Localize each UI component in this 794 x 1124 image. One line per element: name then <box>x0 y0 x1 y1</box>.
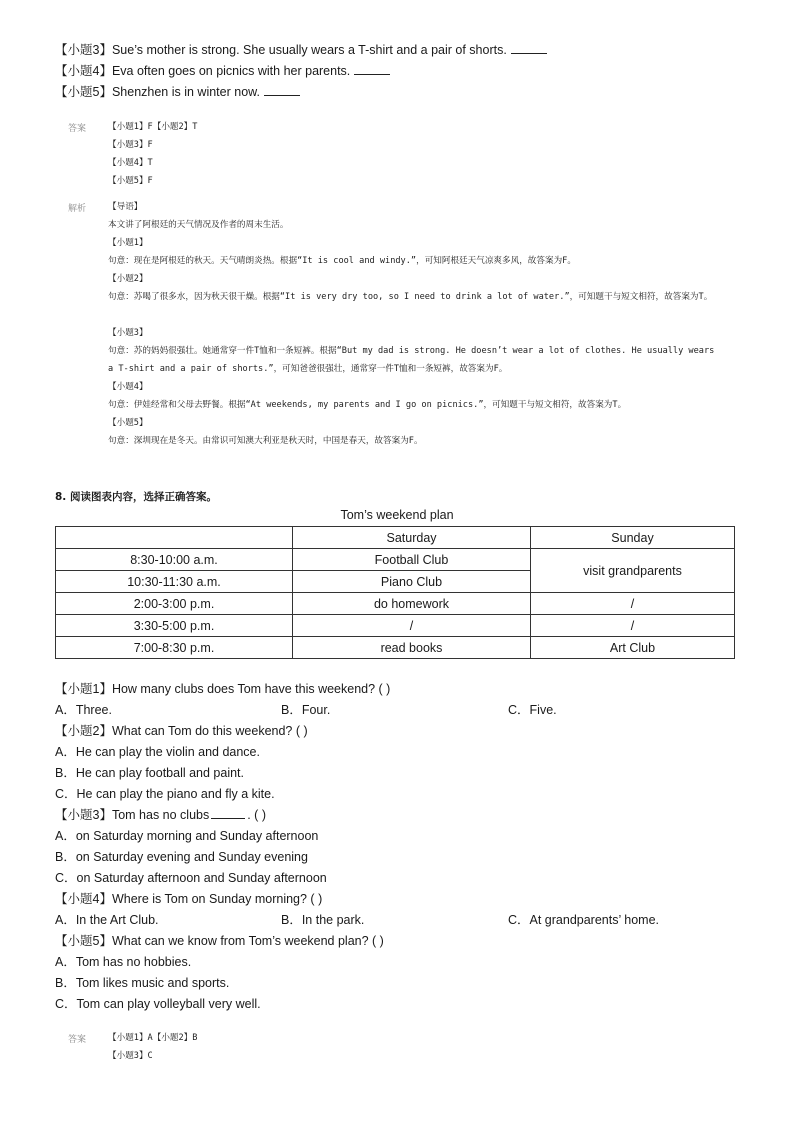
answer-blank <box>354 63 390 75</box>
question-3-stem-end: . ( ) <box>247 808 266 822</box>
table-row <box>56 615 735 637</box>
saturday-cell: / <box>293 615 531 637</box>
option-b[interactable]: B．on Saturday evening and Sunday evening <box>55 850 308 864</box>
analysis-line: 【小题2】 <box>108 274 148 284</box>
question-4-text: 【小题4】Eva often goes on picnics with her parents. <box>55 64 351 78</box>
option-a[interactable]: A．Tom has no hobbies. <box>55 955 192 969</box>
option-b[interactable]: B．In the park. <box>281 913 365 927</box>
answer-line: 【小题3】C <box>108 1051 153 1061</box>
option-c[interactable]: C．Tom can play volleyball very well. <box>55 997 261 1011</box>
header-cell <box>56 527 293 549</box>
option-c[interactable]: C．Five. <box>508 703 557 717</box>
mc-question-2: 【小题2】What can Tom do this weekend? ( ) <box>55 724 308 738</box>
analysis-line: 【导语】 <box>108 202 143 212</box>
saturday-cell: Piano Club <box>293 571 531 593</box>
sunday-cell: / <box>531 615 735 637</box>
analysis-line: 【小题5】 <box>108 418 148 428</box>
analysis-label: 解析 <box>68 204 87 214</box>
time-cell: 3:30-5:00 p.m. <box>56 615 293 637</box>
option-b[interactable]: B．Tom likes music and sports. <box>55 976 230 990</box>
mc-question-1: 【小题1】How many clubs does Tom have this weekend? ( ) <box>55 682 391 696</box>
sunday-cell: visit grandparents <box>531 549 735 593</box>
sunday-cell: Art Club <box>531 637 735 659</box>
time-cell: 7:00-8:30 p.m. <box>56 637 293 659</box>
answer-blank <box>264 84 300 96</box>
answer-line: 【小题4】T <box>108 158 153 168</box>
answer-line: 【小题5】F <box>108 176 153 186</box>
answer-blank <box>511 42 547 54</box>
saturday-cell: Football Club <box>293 549 531 571</box>
answer-line: 【小题3】F <box>108 140 153 150</box>
weekend-plan-table <box>55 526 735 659</box>
answer-line: 【小题1】A【小题2】B <box>108 1033 198 1043</box>
option-a[interactable]: A．In the Art Club. <box>55 913 159 927</box>
option-a[interactable]: A．He can play the violin and dance. <box>55 745 260 759</box>
option-b[interactable]: B．Four. <box>281 703 331 717</box>
option-b[interactable]: B．He can play football and paint. <box>55 766 245 780</box>
analysis-line: 本文讲了阿根廷的天气情况及作者的周末生活。 <box>108 220 289 230</box>
answer-line: 【小题1】F【小题2】T <box>108 122 198 132</box>
option-c[interactable]: C．He can play the piano and fly a kite. <box>55 787 275 801</box>
question-5 <box>55 84 300 100</box>
time-cell: 10:30-11:30 a.m. <box>56 571 293 593</box>
option-a[interactable]: A．on Saturday morning and Sunday afternoon <box>55 829 319 843</box>
mc-question-4: 【小题4】Where is Tom on Sunday morning? ( ) <box>55 892 323 906</box>
mc-question-5: 【小题5】What can we know from Tom’s weekend plan? ( ) <box>55 934 384 948</box>
option-a[interactable]: A．Three. <box>55 703 112 717</box>
table-title: Tom’s weekend plan <box>340 508 454 522</box>
question-5-text: 【小题5】Shenzhen is in winter now. <box>55 85 260 99</box>
option-c[interactable]: C．on Saturday afternoon and Sunday afternoon <box>55 871 327 885</box>
analysis-line: 句意：苏喝了很多水，因为秋天很干燥。根据“It is very dry too, so I need to drink a lot of water.”，可知题干与短文相符，故答案为T。 <box>108 292 713 302</box>
analysis-line: 【小题3】 <box>108 328 148 338</box>
answer-label: 答案 <box>68 1035 87 1045</box>
analysis-line: 【小题4】 <box>108 382 148 392</box>
header-cell: Sunday <box>531 527 735 549</box>
saturday-cell: read books <box>293 637 531 659</box>
answer-blank <box>211 807 245 819</box>
mc-question-3 <box>55 807 266 823</box>
analysis-line: 句意：现在是阿根廷的秋天。天气晴朗炎热。根据“It is cool and windy.”，可知阿根廷天气凉爽多风，故答案为F。 <box>108 256 576 266</box>
answer-label: 答案 <box>68 124 87 134</box>
table-row <box>56 637 735 659</box>
analysis-line: 【小题1】 <box>108 238 148 248</box>
header-cell: Saturday <box>293 527 531 549</box>
option-c[interactable]: C．At grandparents’ home. <box>508 913 660 927</box>
table-row <box>56 549 735 571</box>
analysis-line: 句意：深圳现在是冬天。由常识可知澳大利亚是秋天时，中国是春天，故答案为F。 <box>108 436 423 446</box>
analysis-line: 句意：伊娃经常和父母去野餐。根据“At weekends, my parents and I go on picnics.”，可知题干与短文相符，故答案为T。 <box>108 400 627 410</box>
section-heading: 8. 阅读图表内容，选择正确答案。 <box>55 491 217 503</box>
question-3-text: 【小题3】Sue’s mother is strong. She usually wears a T-shirt and a pair of shorts. <box>55 43 507 57</box>
saturday-cell: do homework <box>293 593 531 615</box>
question-3-stem-start: 【小题3】Tom has no clubs <box>55 808 210 822</box>
table-header-row <box>56 527 735 549</box>
question-3 <box>55 42 547 58</box>
sunday-cell: / <box>531 593 735 615</box>
time-cell: 2:00-3:00 p.m. <box>56 593 293 615</box>
analysis-line: 句意：苏的妈妈很强壮。她通常穿一件T恤和一条短裤。根据“But my dad is strong. He doesn’t wear a lot of clothes. He usually wears a T-shirt and a pair of shorts.”，可知爸爸很强壮，通常穿一件T恤和一条短裤，故答案为F。 <box>108 346 715 374</box>
time-cell: 8:30-10:00 a.m. <box>56 549 293 571</box>
question-4 <box>55 63 390 79</box>
table-row <box>56 593 735 615</box>
